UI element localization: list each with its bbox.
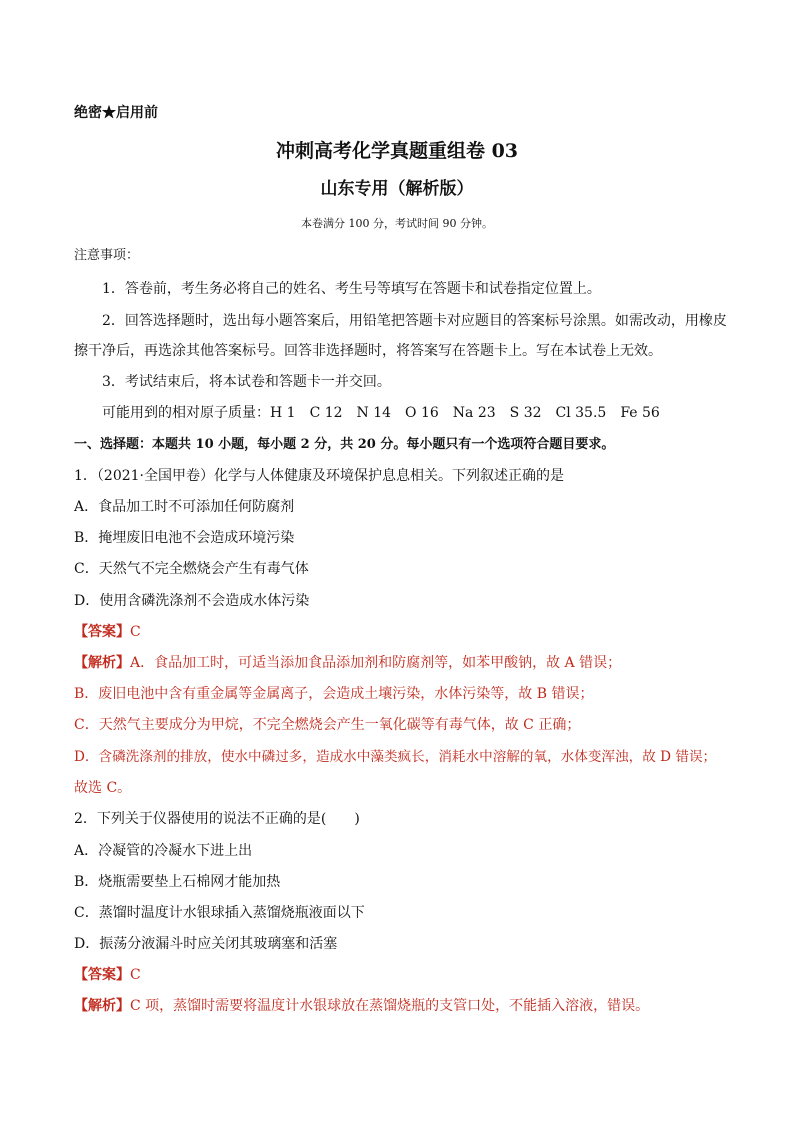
question-1-option-c: C．天然气不完全燃烧会产生有毒气体 bbox=[74, 561, 309, 577]
notice-item: 1．答卷前，考生务必将自己的姓名、考生号等填写在答题卡和试卷指定位置上。 bbox=[102, 281, 601, 297]
answer-value: C bbox=[130, 624, 141, 640]
question-1-option-a: A．食品加工时不可添加任何防腐剂 bbox=[74, 499, 295, 515]
question-1-option-b: B．掩埋废旧电池不会造成环境污染 bbox=[74, 530, 295, 546]
question-1-option-d: D．使用含磷洗涤剂不会造成水体污染 bbox=[74, 593, 310, 609]
exam-info: 本卷满分 100 分，考试时间 90 分钟。 bbox=[301, 217, 493, 230]
secret-label: 绝密★启用前 bbox=[74, 105, 158, 121]
notice-item: 2．回答选择题时，选出每小题答案后，用铅笔把答题卡对应题目的答案标号涂黑。如需改动，用橡皮 bbox=[102, 313, 727, 329]
analysis-line: C 项，蒸馏时需要将温度计水银球放在蒸馏烧瓶的支管口处，不能插入溶液，错误。 bbox=[130, 998, 650, 1014]
question-1-analysis bbox=[74, 654, 621, 672]
question-1-answer bbox=[74, 623, 141, 641]
exam-subtitle: 山东专用（解析版） bbox=[320, 179, 474, 199]
analysis-line: A．食品加工时，可适当添加食品添加剂和防腐剂等，如苯甲酸钠，故 A 错误； bbox=[130, 655, 622, 671]
section-heading: 一、选择题：本题共 10 小题，每小题 2 分，共 20 分。每小题只有一个选项符合题目要求。 bbox=[74, 437, 615, 452]
analysis-line: C．天然气主要成分为甲烷，不完全燃烧会产生一氧化碳等有毒气体，故 C 正确； bbox=[74, 717, 581, 733]
exam-title: 冲刺高考化学真题重组卷 03 bbox=[275, 140, 519, 162]
question-2-answer bbox=[74, 966, 141, 984]
analysis-tag: 【解析】 bbox=[74, 655, 130, 671]
analysis-line: 故选 C。 bbox=[74, 780, 132, 796]
notice-item: 3．考试结束后，将本试卷和答题卡一并交回。 bbox=[102, 374, 391, 390]
question-2-analysis bbox=[74, 997, 649, 1015]
answer-tag: 【答案】 bbox=[74, 624, 130, 640]
question-2-option-c: C．蒸馏时温度计水银球插入蒸馏烧瓶液面以下 bbox=[74, 905, 365, 921]
analysis-tag: 【解析】 bbox=[74, 998, 130, 1014]
answer-tag: 【答案】 bbox=[74, 967, 130, 983]
analysis-line: D．含磷洗涤剂的排放，使水中磷过多，造成水中藻类疯长，消耗水中溶解的氧，水体变浑浊，故 D 错误； bbox=[74, 749, 717, 765]
analysis-line: B．废旧电池中含有重金属等金属离子，会造成土壤污染，水体污染等，故 B 错误； bbox=[74, 686, 594, 702]
notice-item: 擦干净后，再选涂其他答案标号。回答非选择题时，将答案写在答题卡上。写在本试卷上无效。 bbox=[74, 343, 662, 359]
question-2-stem: 2．下列关于仪器使用的说法不正确的是( ) bbox=[74, 811, 360, 827]
question-2-option-a: A．冷凝管的冷凝水下进上出 bbox=[74, 843, 253, 859]
atomic-mass-line: 可能用到的相对原子质量：H 1 C 12 N 14 O 16 Na 23 S 32 Cl 35.5 Fe 56 bbox=[102, 405, 660, 421]
question-2-option-d: D．振荡分液漏斗时应关闭其玻璃塞和活塞 bbox=[74, 936, 338, 952]
answer-value: C bbox=[130, 967, 141, 983]
question-1-stem: 1．（2021·全国甲卷）化学与人体健康及环境保护息息相关。下列叙述正确的是 bbox=[74, 468, 564, 484]
question-2-option-b: B．烧瓶需要垫上石棉网才能加热 bbox=[74, 874, 281, 890]
notice-heading: 注意事项： bbox=[74, 248, 140, 263]
